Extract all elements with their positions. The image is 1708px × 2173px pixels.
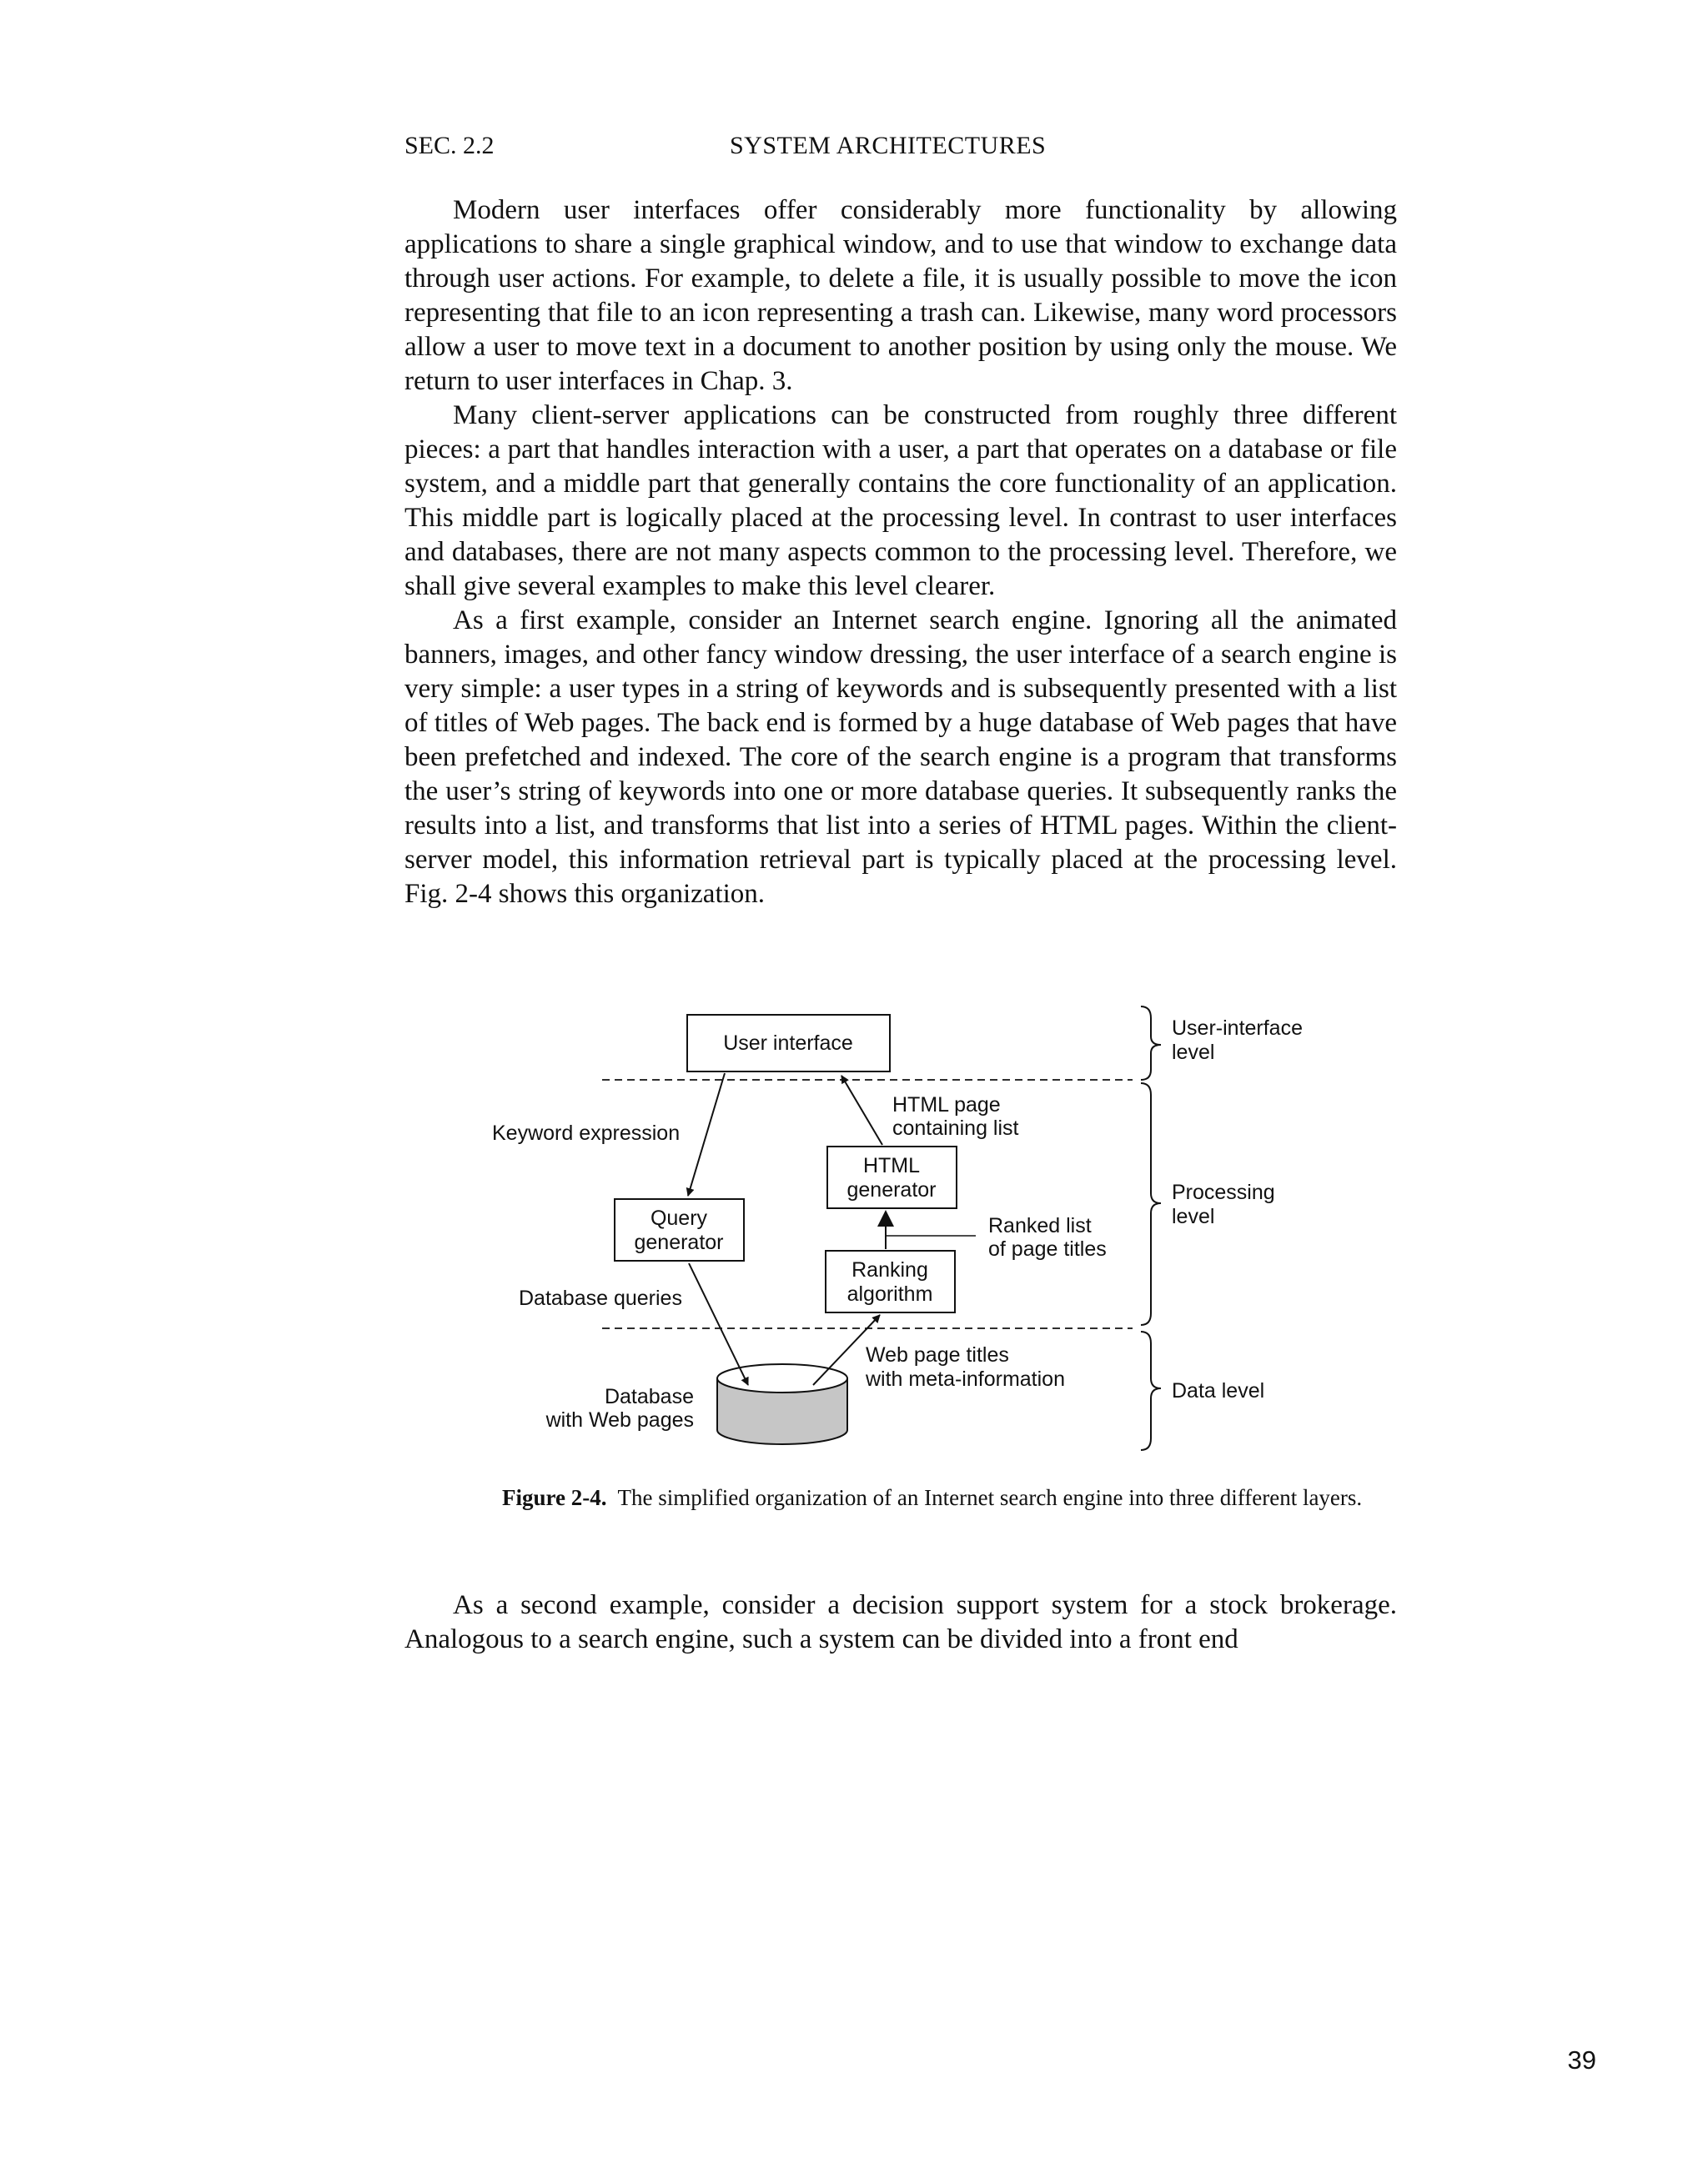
web-page-titles-label-1: Web page titles [866, 1343, 1009, 1367]
arrow-query-to-db [689, 1263, 748, 1385]
ranked-list-label-2: of page titles [988, 1237, 1107, 1261]
page-number: 39 [1567, 2045, 1596, 2075]
paragraph: Many client-server applications can be constructed from roughly three different pieces: a part that handles interaction with a user, a part that operates on a database or file system, and a middle part that generally contains the core functionality of an application. This middle part is logically placed at the processing level. In contrast to user interfaces and databases, there are not many aspects common to the processing level. Therefore, we shall give several examples to make this level clearer. [404, 400, 1397, 601]
html-page-label-2: containing list [892, 1117, 1019, 1140]
ranked-list-label-1: Ranked list [988, 1214, 1092, 1237]
data-brace [1141, 1332, 1161, 1450]
database-label-1: Database [604, 1385, 694, 1408]
ranking-algorithm-label-2: algorithm [846, 1282, 933, 1306]
body-text-bottom [404, 1588, 1397, 1657]
arrow-html-to-ui [841, 1076, 882, 1145]
processing-level-label-2: level [1172, 1205, 1215, 1228]
arrow-ui-to-query [688, 1073, 725, 1196]
query-generator-label-1: Query [650, 1207, 708, 1230]
data-level-label: Data level [1172, 1379, 1265, 1403]
chapter-title: SYSTEM ARCHITECTURES [730, 132, 1047, 159]
database-cylinder-icon [717, 1364, 847, 1444]
keyword-expression-label: Keyword expression [492, 1122, 681, 1145]
architecture-diagram [467, 996, 1351, 1459]
section-number: SEC. 2.2 [404, 132, 495, 159]
figure-2-4 [467, 996, 1351, 1459]
paragraph: As a second example, consider a decision support system for a stock brokerage. Analogous to a search engine, such a system can be divided into a front end [404, 1590, 1397, 1654]
processing-level-label-1: Processing [1172, 1181, 1275, 1204]
figure-caption [502, 1483, 1369, 1513]
running-head [404, 129, 1397, 163]
database-label-2: with Web pages [545, 1408, 694, 1432]
paragraph: Modern user interfaces offer considerably more functionality by allowing applications to share a single graphical window, and to use that window to exchange data through user actions. For example, to delete a file, it is usually possible to move the icon representing that file to an icon representing a trash can. Likewise, many word processors allow a user to move text in a document to another position by using only the mouse. We return to user interfaces in Chap. 3. [404, 195, 1397, 396]
database-queries-label: Database queries [519, 1287, 682, 1310]
user-interface-level-label-2: level [1172, 1041, 1215, 1064]
query-generator-label-2: generator [634, 1231, 724, 1254]
html-page-label-1: HTML page [892, 1093, 1001, 1117]
ranking-algorithm-label-1: Ranking [851, 1258, 928, 1282]
caption-label: Figure 2-4. [502, 1485, 607, 1510]
body-text-top [404, 193, 1397, 911]
user-interface-box-label: User interface [723, 1031, 853, 1055]
html-generator-label-1: HTML [862, 1154, 921, 1177]
processing-brace [1141, 1083, 1161, 1325]
paragraph: As a first example, consider an Internet search engine. Ignoring all the animated banners, images, and other fancy window dressing, the user interface of a search engine is very simple: a user types in a string of keywords and is subsequently presented with a list of titles of Web pages. The back end is formed by a huge database of Web pages that have been prefetched and indexed. The core of the search engine is a program that transforms the user’s string of keywords into one or more database queries. It subsequently ranks the results into a list, and transforms that list into a series of HTML pages. Within the client-server model, this information retrieval part is typically placed at the processing level. Fig. 2-4 shows this organization. [404, 605, 1397, 909]
user-interface-level-label-1: User-interface [1172, 1016, 1303, 1040]
web-page-titles-label-2: with meta-information [866, 1368, 1065, 1391]
html-generator-label-2: generator [846, 1178, 937, 1202]
caption-text: The simplified organization of an Internet search engine into three different layers. [617, 1485, 1363, 1510]
user-interface-brace [1141, 1006, 1161, 1080]
